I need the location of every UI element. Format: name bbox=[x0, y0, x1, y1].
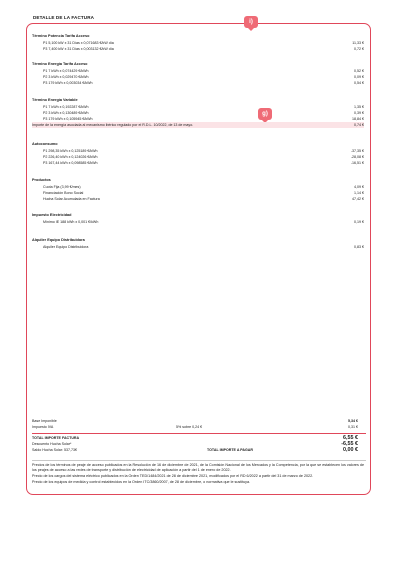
line-amount: 0,39 € bbox=[354, 111, 364, 115]
note-paragraph: Precio de los equipos de medida y control establecidos en la Orden ITC/3860/2007, de 28 de diciembre, o normativa que le sustituya. bbox=[32, 479, 251, 484]
descuento-label: Descuento Hucha Solar* bbox=[32, 442, 72, 446]
line-amount: 0,09 € bbox=[354, 75, 364, 79]
line-label: P2 226,40 kWh x 0,124026 €/kWh bbox=[43, 155, 98, 159]
line-amount: 47,42 € bbox=[352, 197, 364, 201]
line-amount: 0,83 € bbox=[354, 245, 364, 249]
summary-totals bbox=[32, 435, 364, 453]
line-amount: 0,19 € bbox=[354, 220, 364, 224]
total-amount: 6,55 € bbox=[343, 435, 358, 441]
line-label: Mínimo IE 188 kWh x 0,001 €/kWh bbox=[43, 220, 99, 224]
section-title: Impuesto Electricidad bbox=[32, 213, 72, 217]
section-potencia bbox=[32, 33, 364, 52]
line-label: P2 3 kWh x 0,130489 €/kWh bbox=[43, 111, 89, 115]
line-label: P2 3 kWh x 0,029470 €/kWh bbox=[43, 75, 89, 79]
iva-amount: 0,31 € bbox=[348, 425, 358, 429]
divider bbox=[32, 433, 366, 434]
summary-base bbox=[32, 418, 364, 430]
section-autoconsumo bbox=[32, 141, 364, 166]
section-title: Término Energía Tarifa Acceso bbox=[32, 62, 88, 66]
line-amount: 4,09 € bbox=[354, 185, 364, 189]
line-amount: 0,54 € bbox=[354, 81, 364, 85]
line-amount: 0,74 € bbox=[354, 123, 364, 127]
line-label: Financiación Bono Social bbox=[43, 191, 84, 195]
line-amount: -37,35 € bbox=[350, 149, 364, 153]
line-label: P1 7 kWh x 0,192287 €/kWh bbox=[43, 105, 89, 109]
line-item bbox=[32, 160, 364, 166]
line-label: Importe de la energía asociada al mecanismo ibérico regulado por el R.D.L. 10/2022, de 13 de mayo. bbox=[32, 123, 194, 127]
base-amount: 5,34 € bbox=[348, 419, 358, 423]
base-label: Base Imponible bbox=[32, 419, 57, 423]
section-impuesto-electricidad bbox=[32, 212, 364, 225]
line-item bbox=[32, 46, 364, 52]
section-title: Término Potencia Tarifa Acceso bbox=[32, 34, 90, 38]
note-paragraph: Precio de los cargos del sistema eléctrico publicados en la Orden TED/1484/2021 de 28 de diciembre 2021, modificados por el RD 6/2022 a partir del 31 de marzo de 2022. bbox=[32, 473, 314, 478]
line-label: P1 298,35 kWh x 0,125189 €/kWh bbox=[43, 149, 98, 153]
note-paragraph: Precios de los términos de peaje de acceso publicados en la Resolución de 16 de diciembre de 2021, de la Comisión Nacional de los Mercados y la Competencia, por la que se establecen los valores de los peajes de acceso a las redes de transporte y distribución de electricidad de aplicación a partir del 1 de enero de 2022. bbox=[32, 463, 364, 473]
line-label: P1 5,100 kW x 31 Días x 0,071683 €/kW día bbox=[43, 41, 114, 45]
iva-detail: 5% sobre 0,24 € bbox=[176, 425, 203, 429]
pagar-label: TOTAL IMPORTE A PAGAR bbox=[207, 448, 253, 452]
descuento-amount: -6,55 € bbox=[341, 441, 358, 447]
section-energia-variable bbox=[32, 97, 364, 128]
line-amount: 11,33 € bbox=[352, 41, 364, 45]
line-amount: -28,08 € bbox=[350, 155, 364, 159]
section-alquiler-equipo bbox=[32, 237, 364, 250]
pagar-amount: 0,00 € bbox=[343, 447, 358, 453]
line-label: Hucha Solar Acumulada en Factura bbox=[43, 197, 100, 201]
line-amount: 18,84 € bbox=[352, 117, 364, 121]
divider bbox=[32, 460, 366, 461]
line-item bbox=[32, 80, 364, 86]
section-title: Término Energía Variable bbox=[32, 98, 78, 102]
section-title: Autoconsumo bbox=[32, 142, 58, 146]
line-amount: 0,72 € bbox=[354, 47, 364, 51]
line-label: P1 7 kWh x 0,074429 €/kWh bbox=[43, 69, 89, 73]
section-title: Productos bbox=[32, 178, 51, 182]
line-label: Alquiler Equipo Distribuidora bbox=[43, 245, 89, 249]
pagar-row bbox=[32, 447, 364, 453]
section-productos bbox=[32, 177, 364, 202]
legal-notes bbox=[32, 463, 364, 485]
total-label: TOTAL IMPORTE FACTURA bbox=[32, 436, 80, 440]
page-title: DETALLE DE LA FACTURA bbox=[33, 15, 95, 20]
iva-row bbox=[32, 424, 364, 430]
line-item bbox=[32, 196, 364, 202]
line-label: P3 179 kWh x 0,003034 €/kWh bbox=[43, 81, 93, 85]
line-item bbox=[32, 219, 364, 225]
line-amount: -16,51 € bbox=[350, 161, 364, 165]
saldo-label: Saldo Hucha Solar: 537,73€ bbox=[32, 448, 77, 452]
line-amount: 1,35 € bbox=[354, 105, 364, 109]
line-label: P3 179 kWh x 0,105945 €/kWh bbox=[43, 117, 93, 121]
section-energia-acceso bbox=[32, 61, 364, 86]
line-label: P3 7,400 kW x 31 Días x 0,003132 €/kW día bbox=[43, 47, 114, 51]
annotation-badge-i: i) bbox=[244, 16, 258, 28]
section-title: Alquiler Equipo Distribuidora bbox=[32, 238, 85, 242]
highlighted-line-iberian-mechanism bbox=[32, 122, 364, 128]
line-amount: 1,14 € bbox=[354, 191, 364, 195]
iva-label: Impuesto IVA bbox=[32, 425, 54, 429]
line-item bbox=[32, 244, 364, 250]
line-amount: 0,52 € bbox=[354, 69, 364, 73]
line-label: P3 167,44 kWh x 0,098585 €/kWh bbox=[43, 161, 98, 165]
annotation-badge-g: g) bbox=[258, 108, 272, 120]
line-label: Cuota Fija (3,99 €/mes) bbox=[43, 185, 81, 189]
